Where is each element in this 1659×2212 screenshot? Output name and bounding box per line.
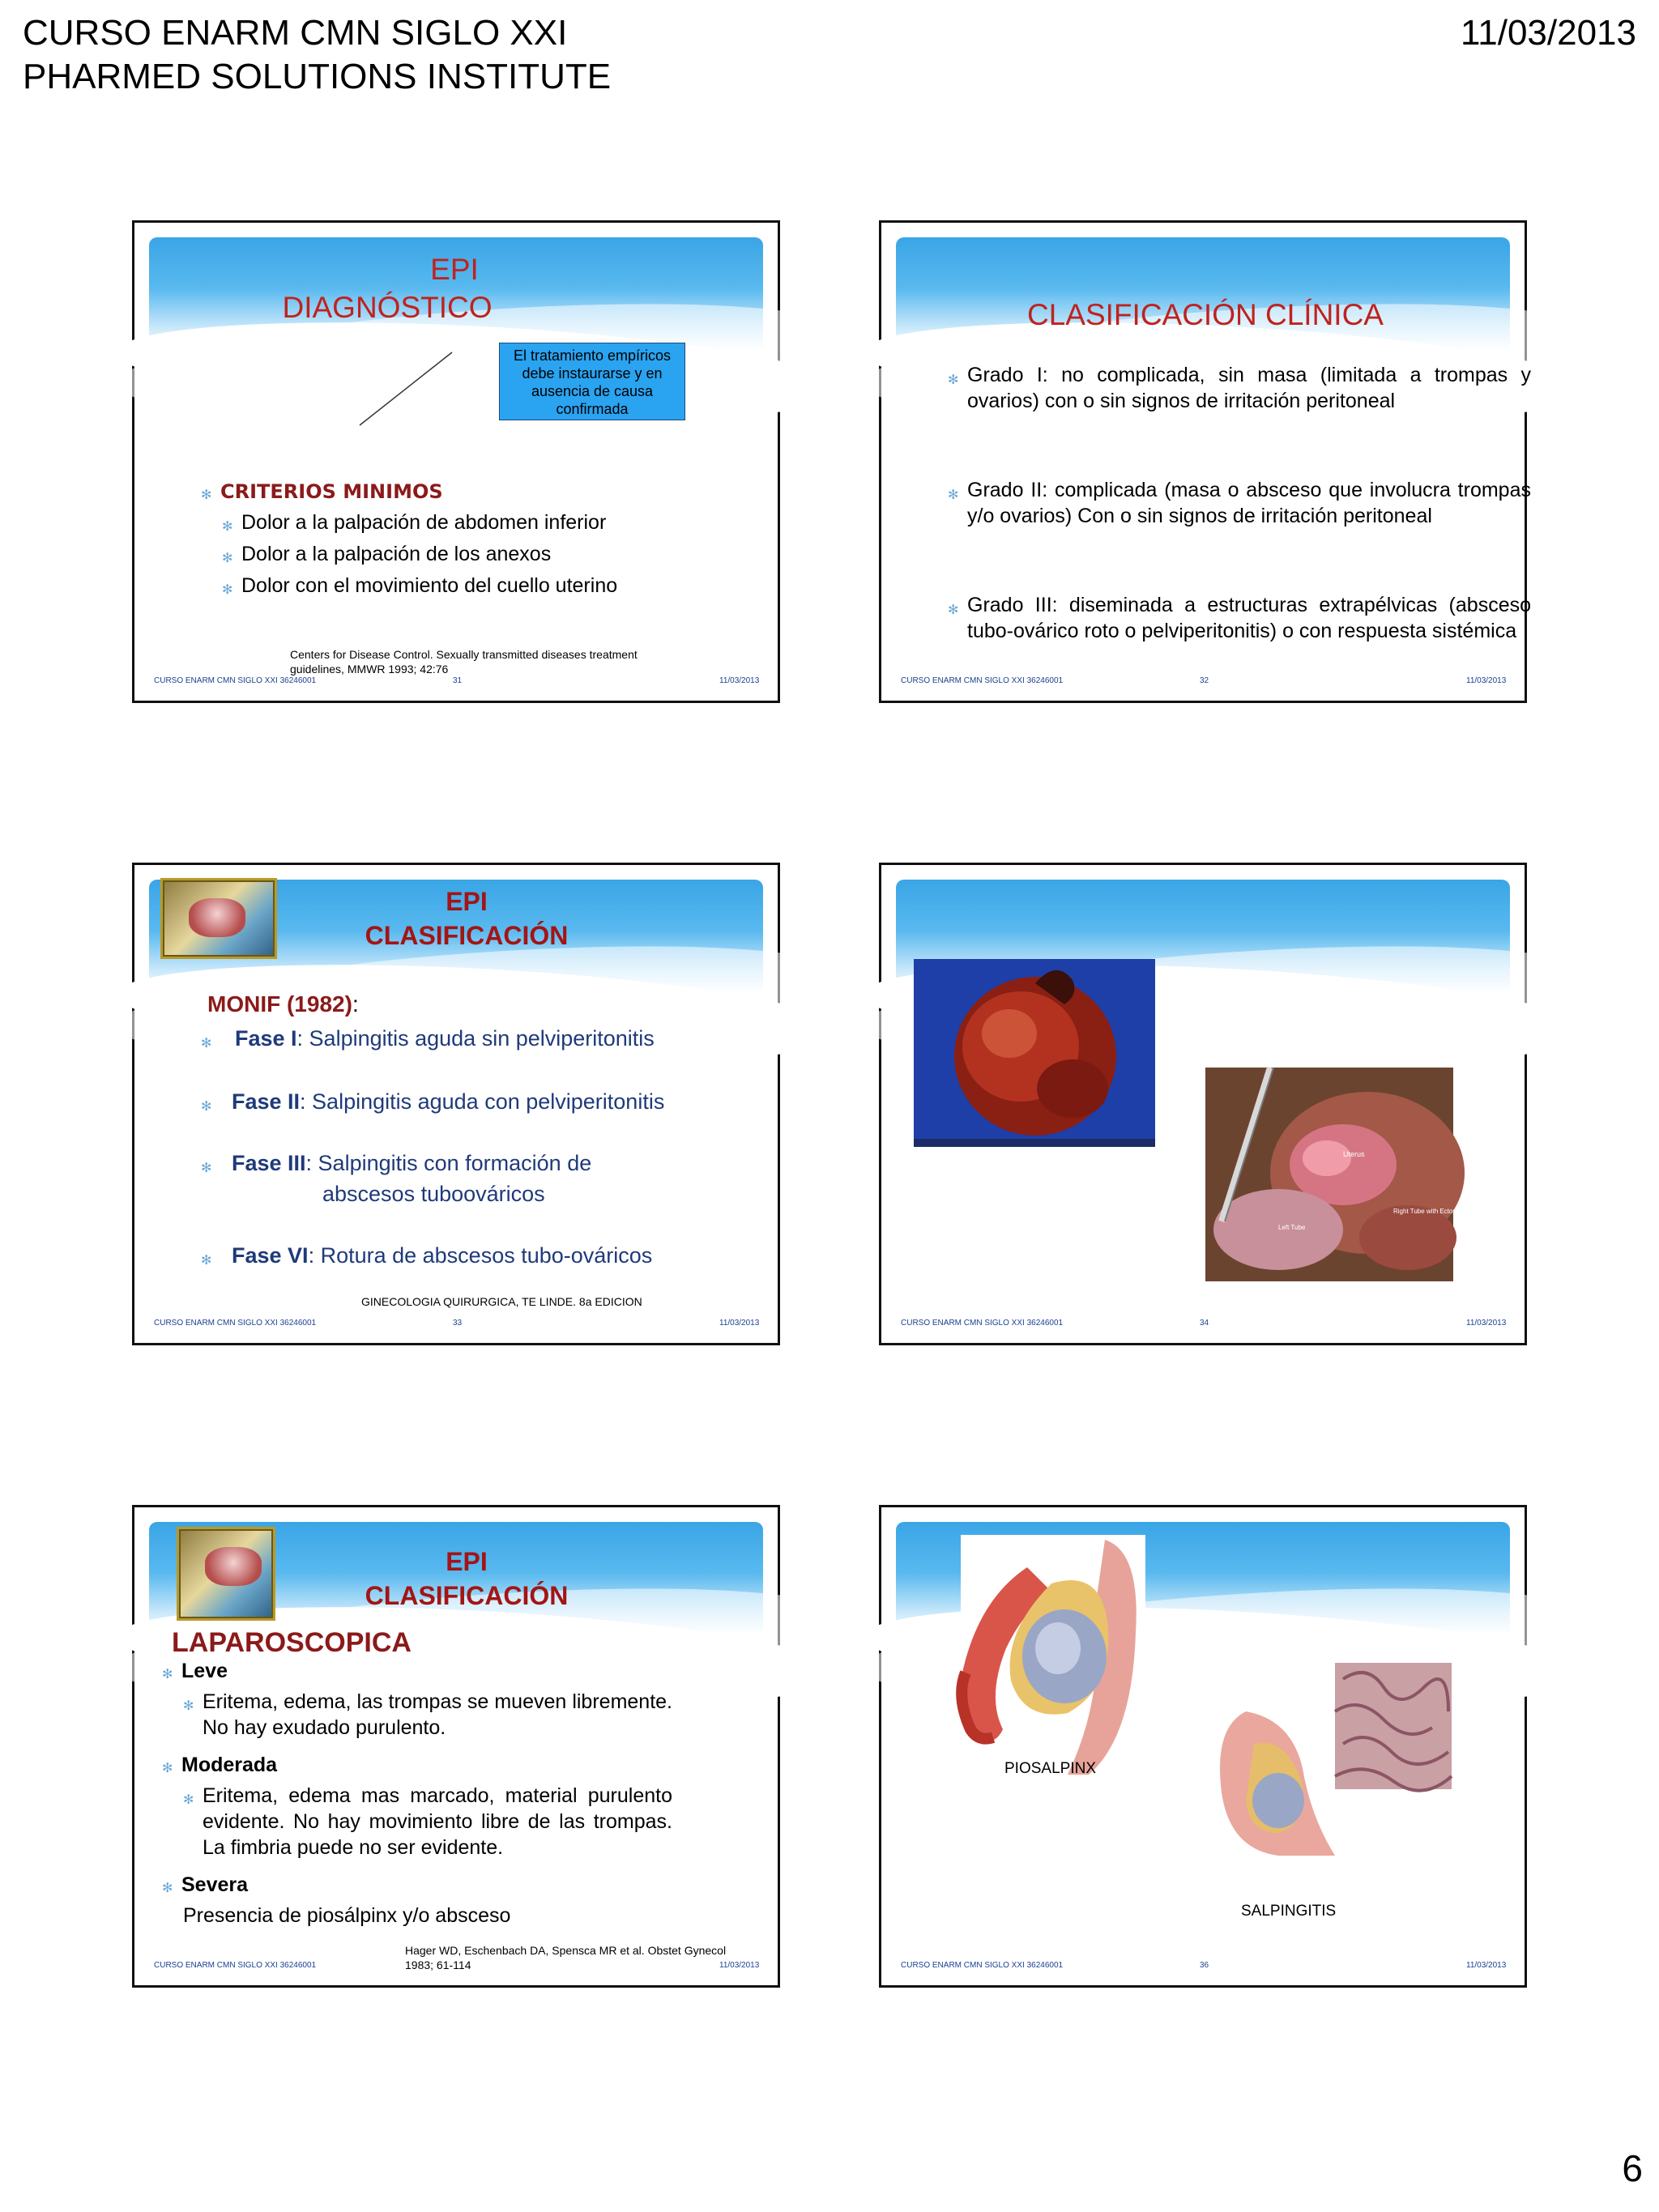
bullet-icon: ✻: [948, 603, 959, 617]
page-number: 6: [1622, 2147, 1643, 2189]
salpingitis-illustration: [1213, 1695, 1343, 1857]
grado-2-item: [967, 477, 1531, 529]
footer-slide-number: 34: [1200, 1319, 1209, 1328]
slide-title-line1: EPI: [446, 887, 488, 916]
grado-label: Grado III: [967, 594, 1052, 616]
header-institute: PHARMED SOLUTIONS INSTITUTE: [23, 57, 612, 96]
slide-title: CLASIFICACIÓN CLÍNICA: [1027, 298, 1384, 331]
grado-3-item: [967, 592, 1531, 644]
footer-course: CURSO ENARM CMN SIGLO XXI 36246001: [901, 1319, 1064, 1328]
list-item: Dolor con el movimiento del cuello uterino: [241, 574, 618, 597]
bullet-icon: ✻: [201, 1161, 212, 1175]
moderada-heading: Moderada: [181, 1754, 278, 1776]
footer-course: CURSO ENARM CMN SIGLO XXI 36246001: [154, 1319, 317, 1328]
footer-date: 11/03/2013: [719, 1319, 760, 1328]
grado-1-item: [967, 362, 1531, 414]
severa-heading: Severa: [181, 1873, 249, 1896]
slide-31[interactable]: [132, 220, 780, 703]
bullet-icon: ✻: [201, 488, 212, 502]
grado-label: Grado II: [967, 479, 1043, 501]
bullet-icon: ✻: [948, 488, 959, 502]
fase-1-item: [235, 1025, 655, 1051]
slide-title-line1: EPI: [430, 253, 479, 286]
slide-35[interactable]: [132, 1505, 780, 1988]
histology-inset: [1335, 1663, 1452, 1789]
citation: Centers for Disease Control. Sexually transmitted diseases treatment guidelines, MMWR 1993; 42:76: [290, 648, 638, 676]
fase-text: : Rotura de abscesos tubo-ováricos: [308, 1243, 653, 1268]
slide-32[interactable]: [879, 220, 1532, 703]
fase-3-continuation: abscesos tuboováricos: [322, 1182, 545, 1206]
slide-header-band: [896, 237, 1510, 351]
laparoscopy-photo: [1205, 1068, 1495, 1281]
bullet-icon: ✻: [183, 1793, 194, 1807]
photo-label-uterus: Uterus: [1343, 1150, 1365, 1158]
footer-date: 11/03/2013: [1466, 1319, 1507, 1328]
footer-slide-number: 33: [453, 1319, 463, 1328]
bullet-icon: ✻: [162, 1882, 173, 1895]
uterus-thumbnail-icon: [177, 1527, 275, 1621]
bullet-icon: ✻: [162, 1668, 173, 1681]
fase-label: Fase II: [232, 1089, 301, 1114]
piosalpinx-illustration: [946, 1535, 1157, 1778]
footer-slide-number: 36: [1200, 1961, 1209, 1970]
footer-date: 11/03/2013: [1466, 676, 1507, 685]
laparoscopica-heading: LAPAROSCOPICA: [172, 1627, 412, 1658]
severa-description: Presencia de piosálpinx y/o absceso: [183, 1904, 511, 1927]
piosalpinx-label: PIOSALPINX: [1004, 1760, 1096, 1777]
footer-course: CURSO ENARM CMN SIGLO XXI 36246001: [901, 676, 1064, 685]
bullet-icon: ✻: [201, 1037, 212, 1051]
leve-description: Eritema, edema, las trompas se mueven libremente. No hay exudado purulento.: [203, 1690, 672, 1739]
slide-title-line2: DIAGNÓSTICO: [282, 291, 493, 324]
criterios-heading: CRITERIOS MINIMOS: [220, 480, 443, 503]
bullet-icon: ✻: [222, 520, 233, 534]
bullet-icon: ✻: [201, 1100, 212, 1114]
bullet-icon: ✻: [162, 1762, 173, 1775]
header-course-title: CURSO ENARM CMN SIGLO XXI: [23, 13, 568, 53]
footer-date: 11/03/2013: [1466, 1961, 1507, 1970]
footer-course: CURSO ENARM CMN SIGLO XXI 36246001: [901, 1961, 1064, 1970]
footer-slide-number: 32: [1200, 676, 1209, 685]
fase-text: : Salpingitis aguda sin pelviperitonitis: [296, 1026, 655, 1051]
bullet-icon: ✻: [222, 583, 233, 597]
fase-2-item: [232, 1089, 664, 1115]
fase-text: : Salpingitis con formación de: [305, 1151, 592, 1175]
footer-slide-number: 31: [453, 676, 463, 685]
monif-heading: MONIF (1982):: [207, 991, 359, 1016]
photo-label-left-tube: Left Tube: [1278, 1224, 1306, 1231]
photo-label-right-tube: Right Tube with Ectopic Pregnancy: [1393, 1208, 1495, 1215]
fase-6-item: [232, 1242, 652, 1268]
slide-36[interactable]: [879, 1505, 1527, 1988]
bullet-icon: ✻: [222, 552, 233, 565]
bullet-icon: ✻: [201, 1254, 212, 1268]
footer-course: CURSO ENARM CMN SIGLO XXI 36246001: [154, 1961, 317, 1970]
fase-text: : Salpingitis aguda con pelviperitonitis: [300, 1089, 665, 1114]
slide-title-line1: EPI: [446, 1547, 488, 1576]
header-date: 11/03/2013: [1461, 13, 1636, 53]
fase-3-item: [232, 1150, 591, 1176]
bullet-icon: ✻: [948, 373, 959, 387]
footer-date: 11/03/2013: [719, 1961, 760, 1970]
footer-course: CURSO ENARM CMN SIGLO XXI 36246001: [154, 676, 317, 685]
slide-title-line2: CLASIFICACIÓN: [365, 1581, 569, 1610]
citation: Hager WD, Eschenbach DA, Spensca MR et al. Obstet Gynecol 1983; 61-114: [405, 1944, 727, 1971]
bullet-icon: ✻: [183, 1699, 194, 1713]
moderada-description: Eritema, edema mas marcado, material purulento evidente. No hay movimiento libre de las trompas. La fimbria puede no ser evidente.: [203, 1784, 672, 1859]
fase-label: Fase VI: [232, 1243, 309, 1268]
slide-title-line2: CLASIFICACIÓN: [365, 921, 569, 950]
fase-label: Fase I: [235, 1026, 297, 1051]
fase-label: Fase III: [232, 1151, 306, 1175]
leve-heading: Leve: [181, 1660, 228, 1682]
salpingitis-label: SALPINGITIS: [1241, 1903, 1337, 1920]
uterus-thumbnail-icon: [160, 878, 277, 959]
callout-pointer-line: [134, 223, 783, 705]
list-item: Dolor a la palpación de abdomen inferior: [241, 511, 607, 534]
slide-33[interactable]: [132, 863, 780, 1345]
grado-text: : diseminada a estructuras extrapélvicas (absceso tubo-ovárico roto o pelviperitonitis) o con respuesta sistémica: [967, 594, 1532, 642]
list-item: Dolor a la palpación de los anexos: [241, 543, 552, 565]
grado-text: : no complicada, sin masa (limitada a trompas y ovarios) con o sin signos de irritación peritoneal: [967, 364, 1531, 412]
citation: GINECOLOGIA QUIRURGICA, TE LINDE. 8a EDICION: [361, 1295, 642, 1308]
slide-34[interactable]: [879, 863, 1527, 1345]
monif-heading-text: MONIF (1982): [207, 991, 352, 1016]
excised-mass-photo: [914, 959, 1155, 1147]
grado-text: : complicada (masa o absceso que involucra trompas y/o ovarios) Con o sin signos de irritación peritoneal: [967, 479, 1531, 527]
grado-label: Grado I: [967, 364, 1043, 386]
callout-box: El tratamiento empíricos debe instaurarse y en ausencia de causa confirmada: [499, 343, 685, 420]
footer-date: 11/03/2013: [719, 676, 760, 685]
